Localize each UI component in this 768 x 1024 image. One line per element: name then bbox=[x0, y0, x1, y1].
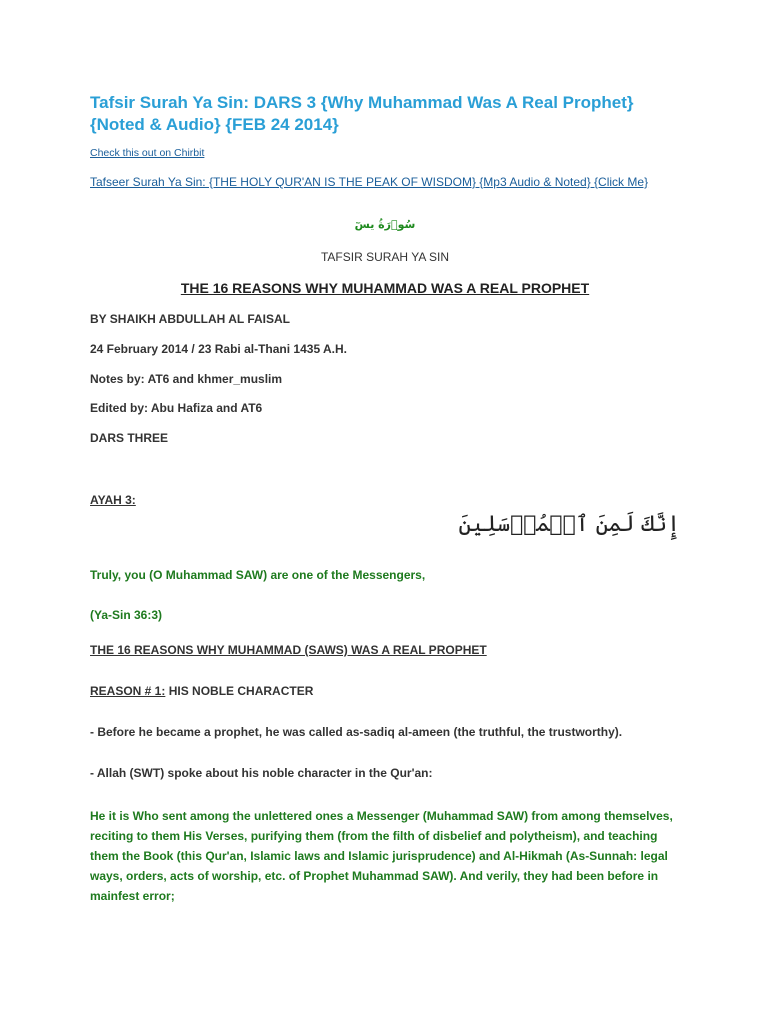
ayah-reference: (Ya-Sin 36:3) bbox=[90, 608, 163, 622]
surah-subtitle: TAFSIR SURAH YA SIN bbox=[320, 250, 450, 264]
ayah-label: AYAH 3: bbox=[90, 493, 136, 507]
date-line: 24 February 2014 / 23 Rabi al-Thani 1435 A.H. bbox=[90, 342, 348, 356]
ayah-arabic-text: إِنَّكَ لَمِنَ ٱلۡمُرۡسَلِينَ bbox=[458, 512, 680, 537]
reason-1-label: REASON # 1: bbox=[90, 684, 166, 698]
surah-arabic-name: سُوۡرَةُ یسٓ bbox=[354, 218, 416, 231]
notes-by-line: Notes by: AT6 and khmer_muslim bbox=[90, 372, 283, 386]
previous-lesson-link[interactable]: Tafseer Surah Ya Sin: {THE HOLY QUR'AN IS THE PEAK OF WISDOM} {Mp3 Audio & Noted} {Click Me} bbox=[90, 175, 649, 189]
reasons-heading: THE 16 REASONS WHY MUHAMMAD (SAWS) WAS A REAL PROPHET bbox=[90, 643, 487, 657]
edited-by-line: Edited by: Abu Hafiza and AT6 bbox=[90, 401, 263, 415]
page-title: Tafsir Surah Ya Sin: DARS 3 {Why Muhammad Was A Real Prophet} {Noted & Audio} {FEB 24 2014} bbox=[90, 93, 634, 134]
quran-verse-text: He it is Who sent among the unlettered ones a Messenger (Muhammad SAW) from among themselves, reciting to them His Verses, purifying them (from the filth of disbelief and polytheism), and teaching them the Book (this Qur'an, Islamic laws and Islamic jurisprudence) and Al-Hikmah (As-Sunnah: legal ways, orders, acts of worship, etc. of Prophet Muhammad SAW). And verily, they had been before in mainfest error; bbox=[90, 809, 673, 903]
ayah-translation: Truly, you (O Muhammad SAW) are one of the Messengers, bbox=[90, 568, 426, 582]
author-line: BY SHAIKH ABDULLAH AL FAISAL bbox=[90, 312, 291, 326]
dars-line: DARS THREE bbox=[90, 431, 169, 445]
reason-1-heading bbox=[90, 684, 313, 698]
reason-1-title: HIS NOBLE CHARACTER bbox=[165, 684, 314, 698]
chirbit-link[interactable]: Check this out on Chirbit bbox=[90, 147, 205, 159]
main-heading: THE 16 REASONS WHY MUHAMMAD WAS A REAL PROPHET bbox=[180, 280, 590, 296]
bullet-noble-character: - Before he became a prophet, he was called as-sadiq al-ameen (the truthful, the trustworthy). bbox=[90, 725, 623, 739]
bullet-quran-mention: - Allah (SWT) spoke about his noble character in the Qur'an: bbox=[90, 766, 433, 780]
